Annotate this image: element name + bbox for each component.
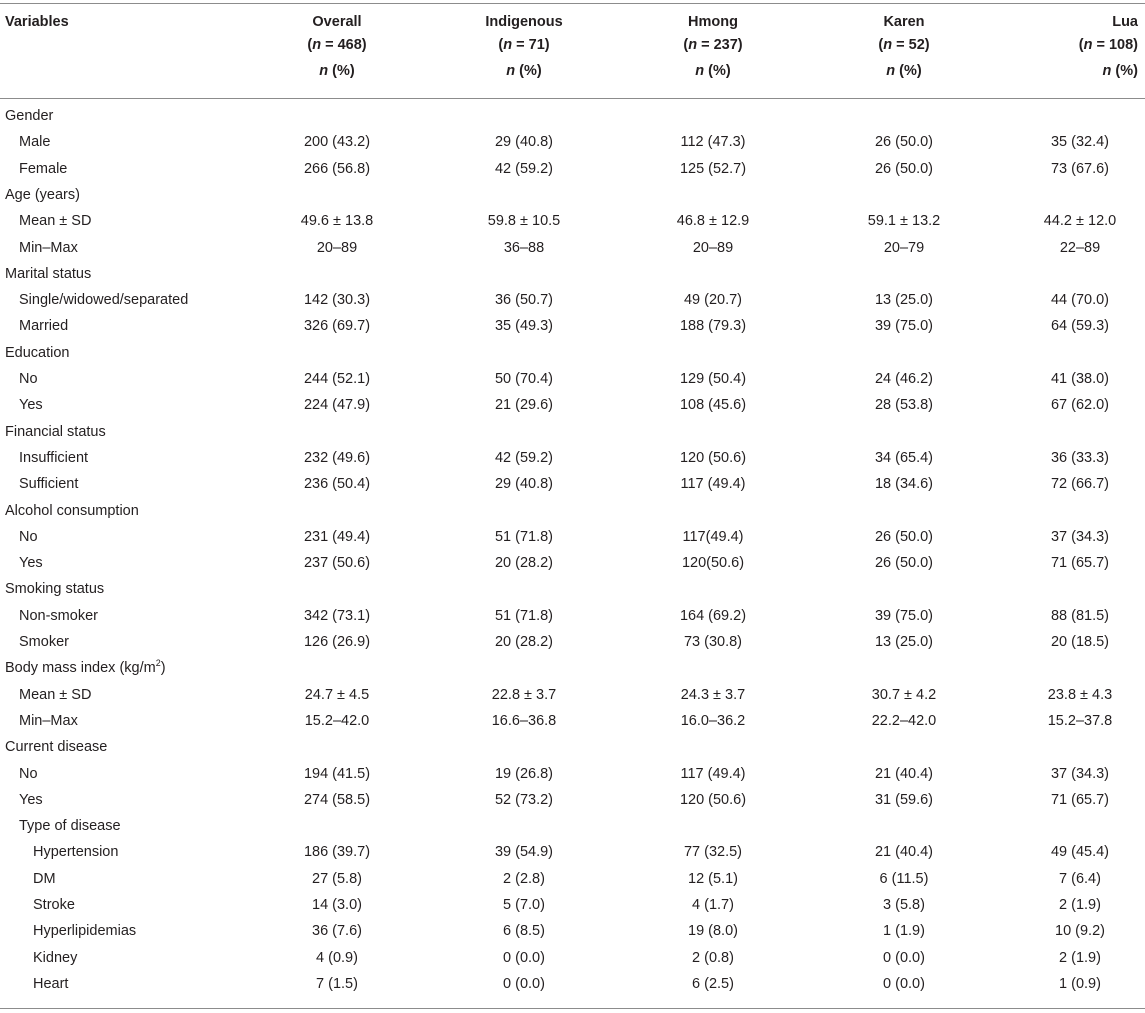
cell-lua: 37 (34.3) <box>1050 528 1110 545</box>
cell-indigenous: 29 (40.8) <box>494 476 554 493</box>
cell-indigenous: 0 (0.0) <box>503 949 545 966</box>
cell-overall: 126 (26.9) <box>303 634 371 650</box>
row-label: Marital status <box>5 265 92 282</box>
cell-karen: 1 (1.9) <box>883 923 925 940</box>
header-group-indigenous <box>424 0 624 98</box>
header-group-n: (n = 108) <box>1078 37 1138 53</box>
header-group-karen <box>804 0 1004 98</box>
cell-karen: 28 (53.8) <box>874 397 934 414</box>
cell-indigenous: 2 (2.8) <box>503 870 545 887</box>
table-section-row <box>0 103 1145 129</box>
cell-indigenous: 59.8 ± 10.5 <box>487 213 561 230</box>
cell-indigenous: 50 (70.4) <box>494 371 554 387</box>
table-row <box>0 392 1145 418</box>
table-section-row <box>0 655 1145 681</box>
table-row <box>0 761 1145 787</box>
cell-lua: 2 (1.9) <box>1059 949 1101 966</box>
cell-indigenous: 39 (54.9) <box>494 844 554 861</box>
table-row <box>0 629 1145 655</box>
table-row <box>0 787 1145 813</box>
table-row <box>0 918 1145 944</box>
row-label: Single/widowed/separated <box>19 292 189 309</box>
table-row <box>0 156 1145 182</box>
cell-overall: 15.2–42.0 <box>304 712 370 729</box>
cell-overall: 4 (0.9) <box>316 949 358 966</box>
row-label: Sufficient <box>19 476 79 493</box>
header-group-name: Indigenous <box>485 14 563 30</box>
header-variables-label: Variables <box>5 14 69 30</box>
cell-hmong: 117 (49.4) <box>680 765 746 782</box>
row-label: Age (years) <box>5 186 80 203</box>
cell-hmong: 46.8 ± 12.9 <box>676 213 750 230</box>
cell-overall: 224 (47.9) <box>303 397 371 414</box>
cell-lua: 72 (66.7) <box>1050 476 1110 493</box>
cell-lua: 73 (67.6) <box>1050 160 1110 177</box>
cell-overall: 237 (50.6) <box>303 555 371 572</box>
row-label: Alcohol consumption <box>5 502 139 519</box>
cell-lua: 35 (32.4) <box>1050 134 1110 151</box>
header-npct: n (%) <box>886 63 922 79</box>
cell-karen: 26 (50.0) <box>874 160 934 177</box>
cell-karen: 26 (50.0) <box>874 555 934 572</box>
table-section-row <box>0 419 1145 445</box>
cell-karen: 39 (75.0) <box>874 607 934 624</box>
table-row <box>0 471 1145 497</box>
cell-overall: 49.6 ± 13.8 <box>300 213 374 230</box>
header-group-hmong <box>613 0 813 98</box>
cell-overall: 27 (5.8) <box>312 870 362 887</box>
cell-karen: 13 (25.0) <box>874 634 934 650</box>
cell-lua: 67 (62.0) <box>1050 397 1110 414</box>
cell-lua: 7 (6.4) <box>1059 870 1101 887</box>
row-label: DM <box>33 870 56 887</box>
cell-lua: 2 (1.9) <box>1059 897 1101 913</box>
table-row <box>0 708 1145 734</box>
table-section-row <box>0 813 1145 839</box>
table-row <box>0 287 1145 313</box>
table-row <box>0 945 1145 971</box>
row-label: Non-smoker <box>19 607 98 624</box>
row-label: Smoker <box>19 634 69 650</box>
row-label: Type of disease <box>19 818 121 835</box>
cell-overall: 342 (73.1) <box>303 607 371 624</box>
cell-hmong: 77 (32.5) <box>683 844 743 861</box>
cell-indigenous: 16.6–36.8 <box>491 712 557 729</box>
table-row <box>0 682 1145 708</box>
cell-hmong: 120 (50.6) <box>679 791 747 808</box>
cell-overall: 142 (30.3) <box>303 292 371 309</box>
cell-hmong: 16.0–36.2 <box>680 712 746 729</box>
row-label: Mean ± SD <box>19 686 92 703</box>
header-group-name: Hmong <box>688 14 738 30</box>
cell-karen: 39 (75.0) <box>874 318 934 335</box>
cell-lua: 22–89 <box>1059 239 1101 256</box>
cell-indigenous: 51 (71.8) <box>494 607 554 624</box>
row-label: No <box>19 371 38 387</box>
cell-lua: 71 (65.7) <box>1050 555 1110 572</box>
cell-indigenous: 35 (49.3) <box>494 318 554 335</box>
cell-indigenous: 21 (29.6) <box>494 397 554 414</box>
row-label: Financial status <box>5 423 106 440</box>
cell-indigenous: 42 (59.2) <box>494 449 554 466</box>
cell-lua: 49 (45.4) <box>1050 844 1110 861</box>
header-npct: n (%) <box>506 63 542 79</box>
table-row <box>0 839 1145 865</box>
cell-indigenous: 20 (28.2) <box>494 555 554 572</box>
cell-overall: 194 (41.5) <box>303 765 371 782</box>
row-label: Mean ± SD <box>19 213 92 230</box>
table-row <box>0 603 1145 629</box>
cell-karen: 34 (65.4) <box>874 449 934 466</box>
row-label: Insufficient <box>19 449 89 466</box>
table-bottom-rule <box>0 1008 1145 1009</box>
cell-overall: 236 (50.4) <box>303 476 371 493</box>
table-section-row <box>0 261 1145 287</box>
table-row <box>0 235 1145 261</box>
cell-lua: 41 (38.0) <box>1050 371 1110 387</box>
cell-hmong: 120 (50.6) <box>679 449 747 466</box>
cell-indigenous: 22.8 ± 3.7 <box>491 686 557 703</box>
cell-overall: 14 (3.0) <box>312 897 362 913</box>
table-row <box>0 550 1145 576</box>
cell-karen: 24 (46.2) <box>874 371 934 387</box>
row-label: Body mass index $(kg/m^2)$ <box>5 658 166 677</box>
cell-overall: 36 (7.6) <box>312 923 362 940</box>
cell-indigenous: 0 (0.0) <box>503 975 545 992</box>
table-row <box>0 313 1145 339</box>
row-label: Stroke <box>33 897 75 913</box>
table-row <box>0 208 1145 234</box>
cell-karen: 20–79 <box>883 239 925 256</box>
table-section-row <box>0 576 1145 602</box>
table-row <box>0 366 1145 392</box>
cell-overall: 20–89 <box>316 239 358 256</box>
cell-lua: 1 (0.9) <box>1059 975 1101 992</box>
header-npct: n (%) <box>1102 63 1138 79</box>
row-label: Yes <box>19 397 43 414</box>
header-group-name: Lua <box>1112 14 1138 30</box>
row-label: Kidney <box>33 949 78 966</box>
cell-indigenous: 36 (50.7) <box>494 292 554 309</box>
cell-karen: 13 (25.0) <box>874 292 934 309</box>
cell-indigenous: 6 (8.5) <box>503 923 545 940</box>
table-section-row <box>0 182 1145 208</box>
cell-overall: 274 (58.5) <box>303 791 371 808</box>
cell-overall: 244 (52.1) <box>303 371 371 387</box>
header-npct: n (%) <box>319 63 355 79</box>
cell-hmong: 24.3 ± 3.7 <box>680 686 746 703</box>
table-row <box>0 892 1145 918</box>
row-label: No <box>19 765 38 782</box>
cell-hmong: 2 (0.8) <box>692 949 734 966</box>
table-row <box>0 524 1145 550</box>
cell-hmong: 108 (45.6) <box>679 397 747 414</box>
table-row <box>0 971 1145 997</box>
cell-lua: 36 (33.3) <box>1050 449 1110 466</box>
cell-indigenous: 5 (7.0) <box>503 897 545 913</box>
row-label: Smoking status <box>5 581 105 598</box>
header-group-n: (n = 52) <box>878 37 930 53</box>
cell-overall: 266 (56.8) <box>303 160 371 177</box>
cell-indigenous: 19 (26.8) <box>494 765 554 782</box>
row-label: Current disease <box>5 739 108 756</box>
cell-lua: 15.2–37.8 <box>1047 712 1113 729</box>
row-label: Min–Max <box>19 712 78 729</box>
row-label: Min–Max <box>19 239 78 256</box>
cell-overall: 7 (1.5) <box>316 975 358 992</box>
row-label: Female <box>19 160 68 177</box>
header-group-lua <box>980 0 1138 98</box>
header-group-n: (n = 71) <box>498 37 550 53</box>
row-label: Education <box>5 344 70 361</box>
row-label: Male <box>19 134 51 151</box>
row-label: Yes <box>19 555 43 572</box>
cell-indigenous: 29 (40.8) <box>494 134 554 151</box>
cell-lua: 71 (65.7) <box>1050 791 1110 808</box>
cell-karen: 26 (50.0) <box>874 134 934 151</box>
cell-hmong: 188 (79.3) <box>679 318 747 335</box>
cell-overall: 326 (69.7) <box>303 318 371 335</box>
table-row <box>0 866 1145 892</box>
cell-indigenous: 20 (28.2) <box>494 634 554 650</box>
cell-lua: 44 (70.0) <box>1050 292 1110 309</box>
table-row <box>0 445 1145 471</box>
cell-hmong: 120(50.6) <box>681 555 745 572</box>
table-section-row <box>0 734 1145 760</box>
cell-lua: 20 (18.5) <box>1050 634 1110 650</box>
cell-lua: 88 (81.5) <box>1050 607 1110 624</box>
cell-indigenous: 51 (71.8) <box>494 528 554 545</box>
cell-hmong: 73 (30.8) <box>683 634 743 650</box>
table-row <box>0 129 1145 155</box>
cell-karen: 31 (59.6) <box>874 791 934 808</box>
cell-karen: 21 (40.4) <box>874 765 934 782</box>
cell-karen: 6 (11.5) <box>879 870 929 887</box>
header-group-n: (n = 468) <box>307 37 367 53</box>
row-label: Hypertension <box>33 844 119 861</box>
cell-indigenous: 52 (73.2) <box>494 791 554 808</box>
row-label: No <box>19 528 38 545</box>
row-label: Heart <box>33 975 69 992</box>
cell-hmong: 112 (47.3) <box>680 134 746 151</box>
cell-karen: 59.1 ± 13.2 <box>867 213 941 230</box>
table-section-row <box>0 340 1145 366</box>
header-group-name: Karen <box>883 14 925 30</box>
cell-hmong: 129 (50.4) <box>679 371 747 387</box>
header-rule <box>0 98 1145 99</box>
header-group-overall <box>237 0 437 98</box>
row-label: Married <box>19 318 69 335</box>
cell-karen: 3 (5.8) <box>883 897 925 913</box>
cell-hmong: 117(49.4) <box>682 528 744 545</box>
row-label: Gender <box>5 108 54 124</box>
cell-overall: 232 (49.6) <box>303 449 371 466</box>
cell-karen: 18 (34.6) <box>874 476 934 493</box>
table-section-row <box>0 498 1145 524</box>
cell-hmong: 4 (1.7) <box>692 897 734 913</box>
cell-karen: 21 (40.4) <box>874 844 934 861</box>
header-group-n: (n = 237) <box>683 37 743 53</box>
cell-hmong: 125 (52.7) <box>679 160 747 177</box>
row-label: Hyperlipidemias <box>33 923 137 940</box>
cell-lua: 44.2 ± 12.0 <box>1043 213 1117 230</box>
cell-hmong: 49 (20.7) <box>683 292 743 309</box>
cell-hmong: 19 (8.0) <box>688 923 738 940</box>
cell-karen: 22.2–42.0 <box>871 712 937 729</box>
cell-indigenous: 36–88 <box>503 239 545 256</box>
header-npct: n (%) <box>695 63 731 79</box>
cell-karen: 26 (50.0) <box>874 528 934 545</box>
cell-hmong: 6 (2.5) <box>692 975 734 992</box>
header-variables <box>5 0 205 98</box>
cell-hmong: 20–89 <box>692 239 734 256</box>
cell-karen: 0 (0.0) <box>883 975 925 992</box>
cell-lua: 10 (9.2) <box>1055 923 1105 940</box>
cell-karen: 30.7 ± 4.2 <box>871 686 937 703</box>
cell-lua: 23.8 ± 4.3 <box>1047 686 1113 703</box>
cell-indigenous: 42 (59.2) <box>494 160 554 177</box>
cell-lua: 37 (34.3) <box>1050 765 1110 782</box>
cell-hmong: 164 (69.2) <box>679 607 747 624</box>
cell-overall: 231 (49.4) <box>303 528 371 545</box>
cell-lua: 64 (59.3) <box>1050 318 1110 335</box>
cell-overall: 186 (39.7) <box>303 844 371 861</box>
cell-overall: 200 (43.2) <box>303 134 371 151</box>
cell-overall: 24.7 ± 4.5 <box>304 686 370 703</box>
cell-hmong: 117 (49.4) <box>680 476 746 493</box>
row-label: Yes <box>19 791 43 808</box>
cell-hmong: 12 (5.1) <box>688 870 738 887</box>
header-group-name: Overall <box>312 14 362 30</box>
cell-karen: 0 (0.0) <box>883 949 925 966</box>
